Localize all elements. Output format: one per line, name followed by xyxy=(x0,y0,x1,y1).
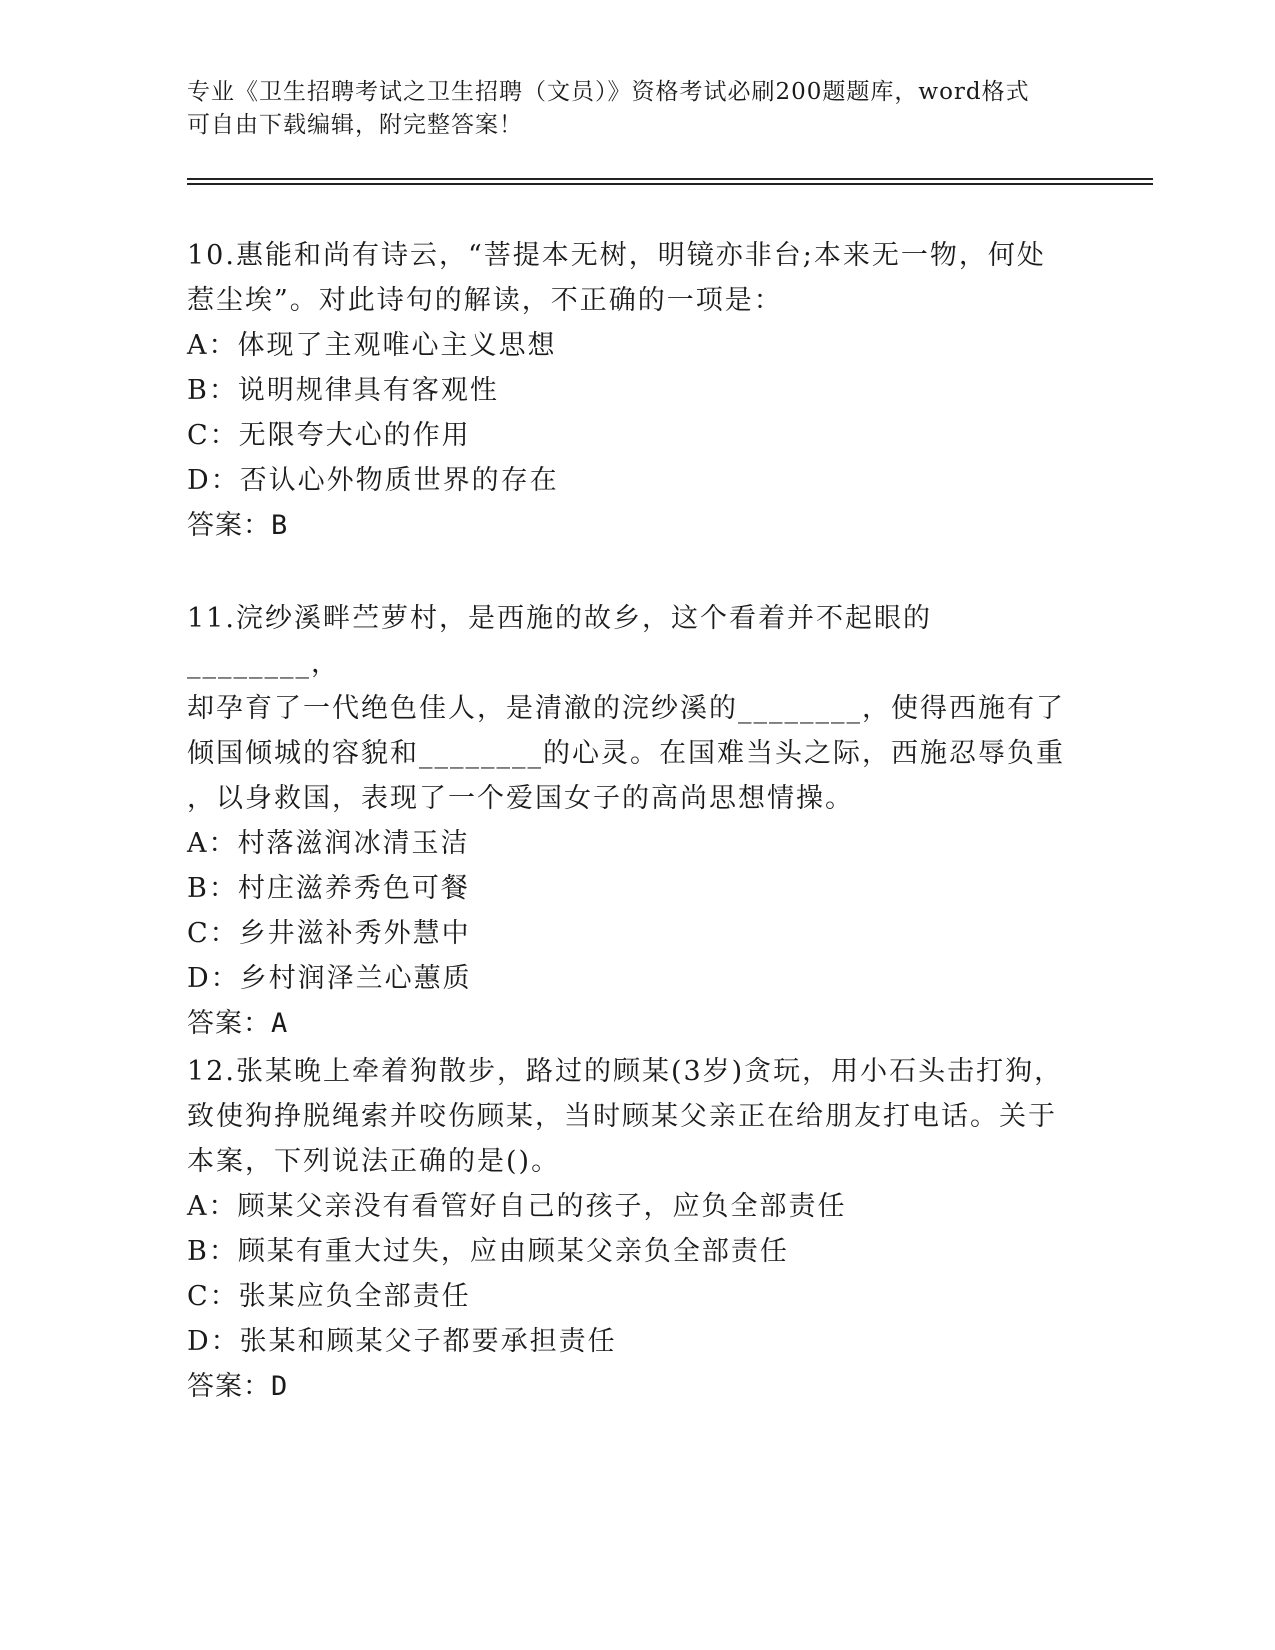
answer-value: B xyxy=(271,510,289,541)
answer-line xyxy=(187,1364,1067,1409)
option-d: D：否认心外物质世界的存在 xyxy=(187,465,559,496)
question-stem-line: 11.浣纱溪畔苎萝村，是西施的故乡，这个看着并不起眼的________， xyxy=(187,603,932,679)
answer-label: 答案： xyxy=(187,1371,271,1402)
answer-label: 答案： xyxy=(187,510,271,541)
question-stem-line: ，以身救国，表现了一个爱国女子的高尚思想情操。 xyxy=(187,783,854,814)
question-stem-line: 惹尘埃”。对此诗句的解读，不正确的一项是： xyxy=(187,285,783,316)
option-a: A：顾某父亲没有看管好自己的孩子，应负全部责任 xyxy=(187,1191,847,1222)
question-stem-line: 却孕育了一代绝色佳人，是清澈的浣纱溪的________，使得西施有了 xyxy=(187,693,1065,724)
header-line-1: 专业《卫生招聘考试之卫生招聘（文员）》资格考试必刷200题题库，word格式 xyxy=(187,79,1030,105)
option-c: C：乡井滋补秀外慧中 xyxy=(187,918,471,949)
answer-line xyxy=(187,1001,1067,1046)
option-a: A：村落滋润冰清玉洁 xyxy=(187,828,470,859)
header-line-2: 可自由下载编辑，附完整答案！ xyxy=(187,112,523,138)
header-divider-top xyxy=(187,178,1153,180)
question-stem-line: 本案，下列说法正确的是()。 xyxy=(187,1146,561,1177)
option-b: B：村庄滋养秀色可餐 xyxy=(187,873,470,904)
question-stem-line: 10.惠能和尚有诗云，“菩提本无树，明镜亦非台;本来无一物，何处 xyxy=(187,240,1046,271)
option-d: D：乡村润泽兰心蕙质 xyxy=(187,963,472,994)
option-c: C：无限夸大心的作用 xyxy=(187,420,471,451)
document-header xyxy=(187,76,1067,142)
answer-label: 答案： xyxy=(187,1008,271,1039)
question-stem-line: 致使狗挣脱绳索并咬伤顾某，当时顾某父亲正在给朋友打电话。关于 xyxy=(187,1101,1057,1132)
option-b: B：说明规律具有客观性 xyxy=(187,375,499,406)
question-12 xyxy=(187,1049,1067,1409)
question-11 xyxy=(187,596,1067,1046)
question-stem-line: 12.张某晚上牵着狗散步，路过的顾某(3岁)贪玩，用小石头击打狗， xyxy=(187,1056,1064,1087)
option-d: D：张某和顾某父子都要承担责任 xyxy=(187,1326,617,1357)
question-stem-line: 倾国倾城的容貌和________的心灵。在国难当头之际，西施忍辱负重 xyxy=(187,738,1065,769)
option-c: C：张某应负全部责任 xyxy=(187,1281,471,1312)
option-a: A：体现了主观唯心主义思想 xyxy=(187,330,557,361)
question-10 xyxy=(187,233,1067,548)
option-b: B：顾某有重大过失，应由顾某父亲负全部责任 xyxy=(187,1236,789,1267)
answer-line xyxy=(187,503,1067,548)
header-divider-bottom xyxy=(187,183,1153,185)
answer-value: D xyxy=(271,1371,289,1402)
answer-value: A xyxy=(271,1008,289,1039)
